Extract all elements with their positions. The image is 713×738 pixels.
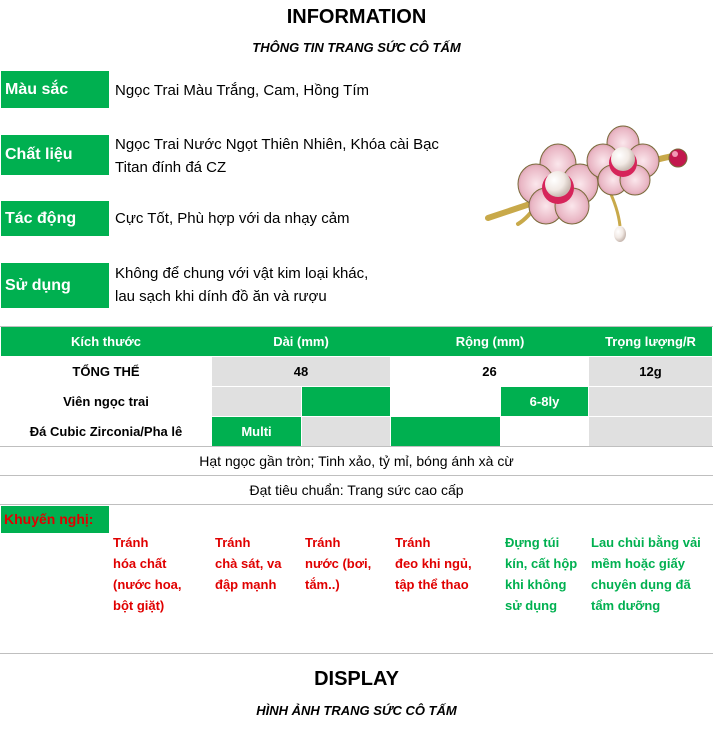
pearl-cell-2: [302, 387, 390, 416]
standard-note: Đạt tiêu chuẩn: Trang sức cao cấp: [249, 482, 464, 498]
overall-weight: 12g: [589, 357, 712, 386]
display-title: DISPLAY: [314, 668, 399, 690]
brooch-image: [478, 108, 698, 258]
pearl-cell-3: [391, 387, 500, 416]
tip-cleaning: Lau chùi bằng vải mềm hoặc giấy chuyên dụng đã tẩm dưỡng: [591, 535, 701, 613]
value-material-line1: Ngọc Trai Nước Ngọt Thiên Nhiên, Khóa cài Bạc: [115, 136, 439, 153]
stone-cell-2: [302, 417, 390, 446]
overall-width: 26: [482, 364, 497, 379]
label-usage: Sử dụng: [1, 263, 109, 308]
tip-impact: Tránh chà sát, va đập mạnh: [215, 535, 282, 592]
header-length: Dài (mm): [273, 334, 329, 349]
stone-cell-4: [501, 417, 588, 446]
tip-storage: Đựng túi kín, cất hộp khi không sử dụng: [505, 535, 578, 613]
overall-length: 48: [212, 357, 390, 386]
tip-water: Tránh nước (bơi, tắm..): [305, 535, 372, 592]
row-pearl-label: Viên ngọc trai: [63, 394, 149, 409]
label-color: Màu sắc: [1, 71, 109, 108]
label-material: Chất liệu: [1, 135, 109, 175]
stone-value: Multi: [212, 417, 301, 446]
pearl-size: 6-8ly: [501, 387, 588, 416]
tip-chemicals: Tránh hóa chất (nước hoa, bột giặt): [113, 535, 182, 613]
pearl-cell-1: [212, 387, 301, 416]
page-subtitle: THÔNG TIN TRANG SỨC CÔ TẤM: [252, 40, 461, 55]
value-effect: Cực Tốt, Phù hợp với da nhạy cảm: [115, 210, 350, 227]
page-title: INFORMATION: [286, 6, 427, 28]
pearl-cell-5: [589, 387, 712, 416]
tip-sleep: Tránh đeo khi ngủ, tập thể thao: [395, 535, 472, 592]
value-color: Ngọc Trai Màu Trắng, Cam, Hồng Tím: [115, 82, 369, 99]
value-material-line2: Titan đính đá CZ: [115, 159, 227, 176]
value-usage-line1: Không để chung với vật kim loại khác,: [115, 265, 369, 282]
header-size: Kích thước: [71, 334, 141, 349]
advice-label: Khuyến nghị:: [4, 511, 94, 527]
header-weight: Trọng lượng/R: [605, 334, 696, 349]
value-usage-line2: lau sạch khi dính đồ ăn và rượu: [115, 288, 327, 305]
header-width: Rộng (mm): [455, 334, 525, 349]
label-effect: Tác động: [1, 201, 109, 236]
stone-cell-5: [589, 417, 712, 446]
row-stone-label: Đá Cubic Zirconia/Pha lê: [29, 424, 183, 439]
stone-cell-3: [391, 417, 500, 446]
row-overall-label: TỔNG THỂ: [72, 364, 140, 379]
quality-note: Hạt ngọc gần tròn; Tinh xảo, tỷ mỉ, bóng ánh xà cừ: [199, 453, 514, 469]
display-subtitle: HÌNH ẢNH TRANG SỨC CÔ TẤM: [256, 703, 457, 718]
